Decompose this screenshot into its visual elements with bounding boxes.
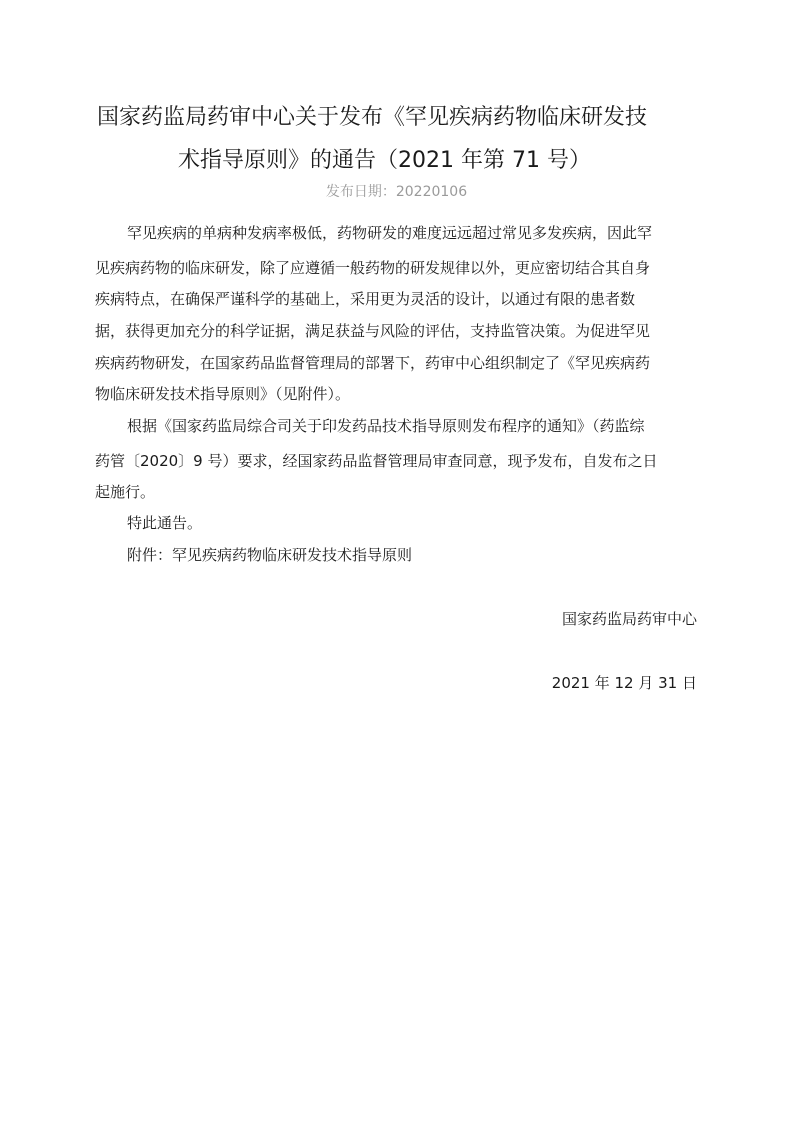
signature-date: 2021 年 12 月 31 日 [551, 674, 697, 692]
paragraph-2-line-3: 起施行。 [95, 483, 156, 501]
notice-line: 特此通告。 [127, 514, 203, 532]
paragraph-1-line-4: 据，获得更加充分的科学证据，满足获益与风险的评估，支持监管决策。为促进罕见 [95, 322, 651, 340]
paragraph-2-line-1: 根据《国家药监局综合司关于印发药品技术指导原则发布程序的通知》（药监综 [127, 417, 645, 435]
document-title-line-1: 国家药监局药审中心关于发布《罕见疾病药物临床研发技 [97, 105, 648, 130]
paragraph-2-line-2: 药管〔2020〕9 号）要求，经国家药品监督管理局审查同意，现予发布，自发布之日 [95, 452, 658, 470]
document-title-line-2: 术指导原则》的通告（2021 年第 71 号） [178, 148, 591, 173]
publish-date: 发布日期：20220106 [325, 184, 468, 200]
paragraph-1-line-3: 疾病特点，在确保严谨科学的基础上，采用更为灵活的设计，以通过有限的患者数 [95, 290, 636, 308]
paragraph-1-line-6: 物临床研发技术指导原则》（见附件）。 [95, 385, 351, 403]
paragraph-1-line-1: 罕见疾病的单病种发病率极低，药物研发的难度远远超过常见多发疾病，因此罕 [127, 224, 653, 242]
paragraph-1-line-5: 疾病药物研发，在国家药品监督管理局的部署下，药审中心组织制定了《罕见疾病药 [95, 354, 651, 372]
signature-organization: 国家药监局药审中心 [561, 610, 697, 628]
attachment-line: 附件：罕见疾病药物临床研发技术指导原则 [127, 546, 413, 564]
paragraph-1-line-2: 见疾病药物的临床研发，除了应遵循一般药物的研发规律以外，更应密切结合其自身 [95, 259, 651, 277]
